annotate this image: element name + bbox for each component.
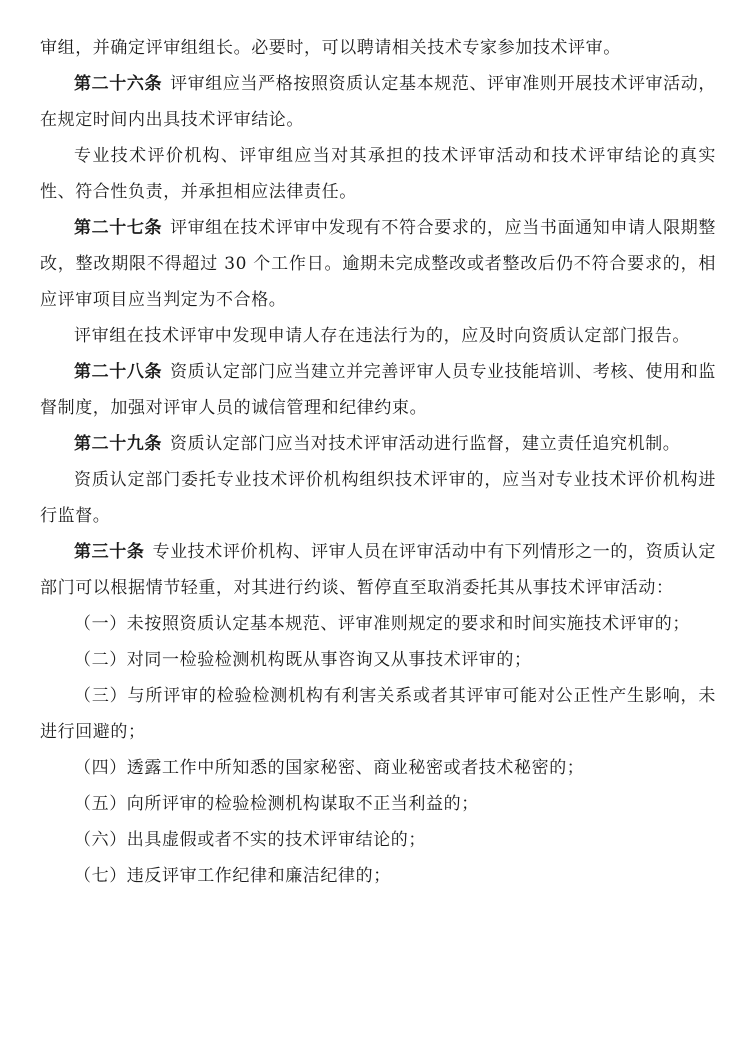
paragraph-text: 评审组在技术评审中发现申请人存在违法行为的，应及时向资质认定部门报告。 [74,326,690,346]
article-number: 第二十八条 [74,362,163,382]
paragraph [40,138,716,210]
list-item-text: （七）违反评审工作纪律和廉洁纪律的； [74,866,391,886]
article-26 [40,66,716,138]
article-text: 专业技术评价机构、评审人员在评审活动中有下列情形之一的，资质认定部门可以根据情节轻重，对其进行约谈、暂停直至取消委托其从事技术评审活动： [40,542,716,598]
paragraph-text: 专业技术评价机构、评审组应当对其承担的技术评审活动和技术评审结论的真实性、符合性负责，并承担相应法律责任。 [40,146,716,202]
article-number: 第三十条 [74,542,145,562]
paragraph [40,462,716,534]
paragraph-continuation [40,30,716,66]
paragraph [40,318,716,354]
article-number: 第二十六条 [74,74,163,94]
article-text: 资质认定部门应当建立并完善评审人员专业技能培训、考核、使用和监督制度，加强对评审人员的诚信管理和纪律约束。 [40,362,716,418]
article-text: 评审组应当严格按照资质认定基本规范、评审准则开展技术评审活动，在规定时间内出具技术评审结论。 [40,74,716,130]
list-item [40,642,716,678]
article-number: 第二十七条 [74,218,163,238]
list-item [40,678,716,750]
list-item-text: （二）对同一检验检测机构既从事咨询又从事技术评审的； [74,650,532,670]
article-text: 资质认定部门应当对技术评审活动进行监督，建立责任追究机制。 [170,434,681,454]
article-text: 评审组在技术评审中发现有不符合要求的，应当书面通知申请人限期整改，整改期限不得超过 30 个工作日。逾期未完成整改或者整改后仍不符合要求的，相应评审项目应当判定为不合格。 [40,218,716,310]
list-item [40,750,716,786]
list-item-text: （三）与所评审的检验检测机构有利害关系或者其评审可能对公正性产生影响，未进行回避的； [40,686,716,742]
list-item-text: （一）未按照资质认定基本规范、评审准则规定的要求和时间实施技术评审的； [74,614,690,634]
article-30 [40,534,716,606]
list-item-text: （六）出具虚假或者不实的技术评审结论的； [74,830,426,850]
list-item [40,858,716,894]
list-item [40,606,716,642]
list-item [40,822,716,858]
article-27 [40,210,716,318]
list-item-text: （四）透露工作中所知悉的国家秘密、商业秘密或者技术秘密的； [74,758,585,778]
article-number: 第二十九条 [74,434,162,454]
article-29 [40,426,716,462]
list-item-text: （五）向所评审的检验检测机构谋取不正当利益的； [74,794,479,814]
article-28 [40,354,716,426]
paragraph-text: 审组，并确定评审组组长。必要时，可以聘请相关技术专家参加技术评审。 [40,38,621,58]
paragraph-text: 资质认定部门委托专业技术评价机构组织技术评审的，应当对专业技术评价机构进行监督。 [40,470,716,526]
list-item [40,786,716,822]
document-body [40,30,716,894]
